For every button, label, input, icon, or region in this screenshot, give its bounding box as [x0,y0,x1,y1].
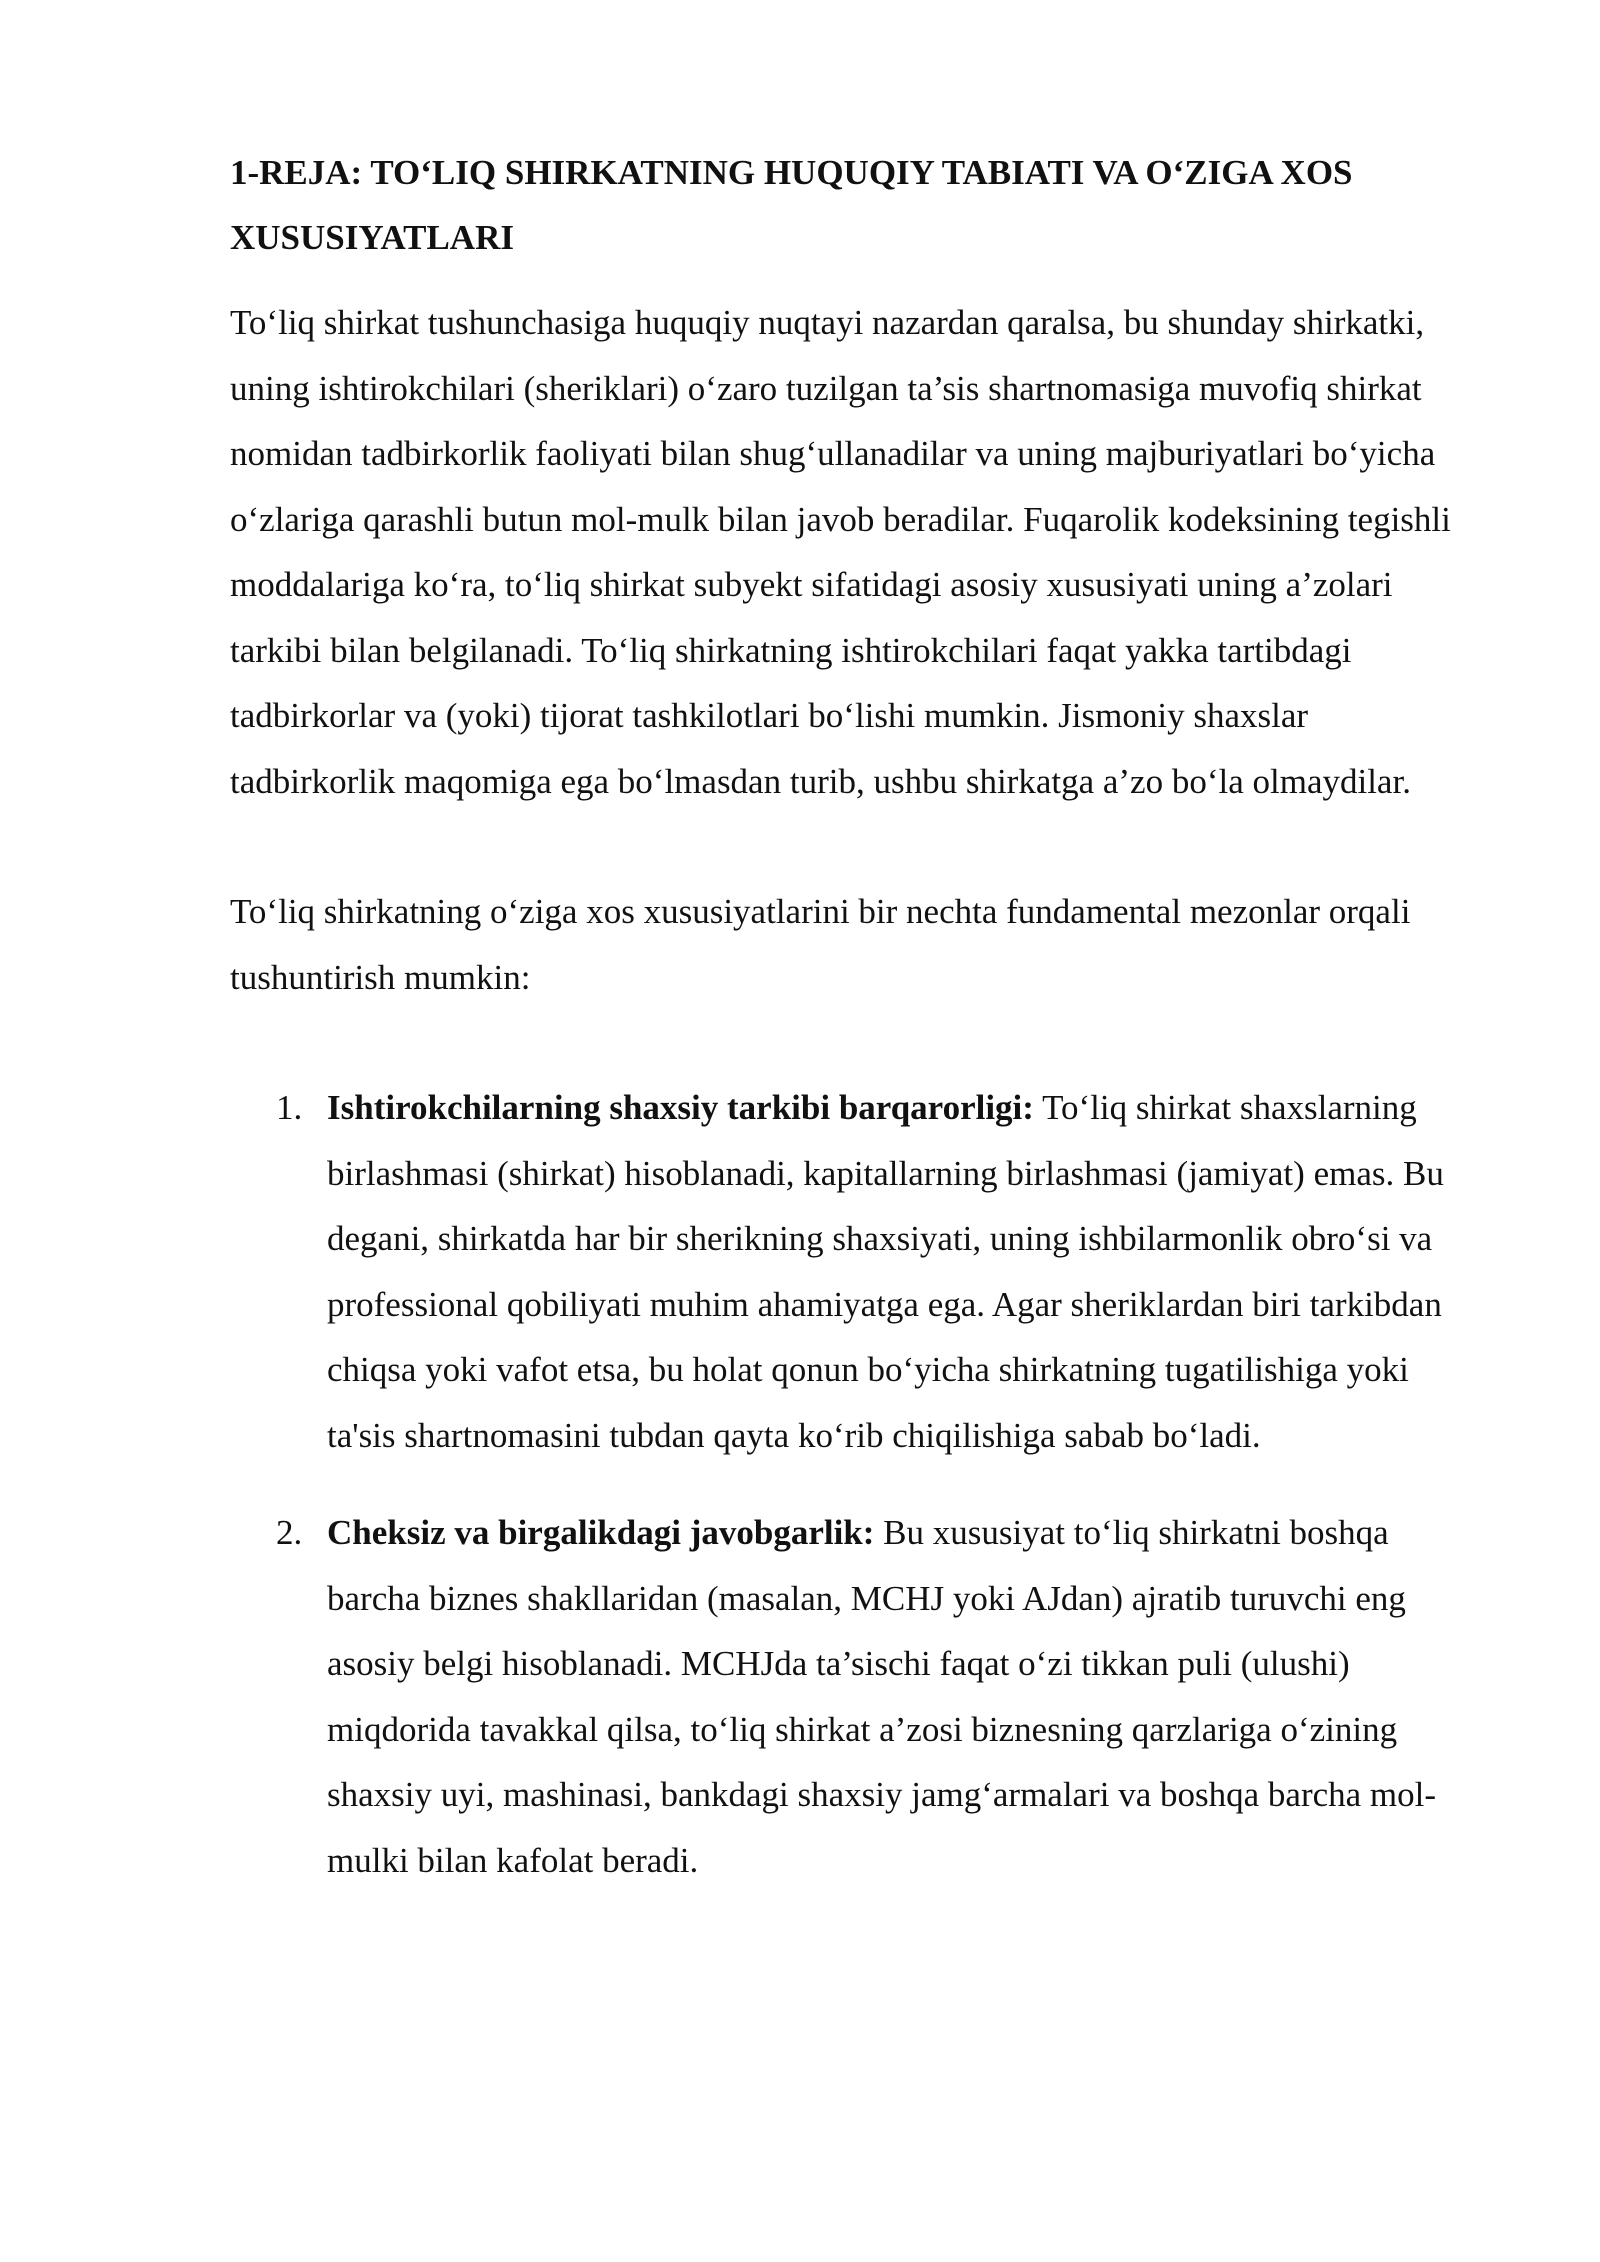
list-item [230,1500,1480,1893]
list-item-number: 2. [276,1513,303,1552]
list-item-lead: Cheksiz va birgalikdagi javobgarlik: [327,1513,875,1552]
list-item-text: To‘liq shirkat shaxslarning birlashmasi (shirkat) hisoblanadi, kapitallarning birlashmasi (jamiyat) emas. Bu degani, shirkatda har bir sherikning shaxsiyati, uning ishbilarmonlik obro‘si va professional qobiliyati muhim ahamiyatga ega. Agar sheriklardan biri tarkibdan chiqsa yoki vafot etsa, bu holat qonun bo‘yicha shirkatning tugatilishiga yoki ta'sis shartnomasini tubdan qayta ko‘rib chiqilishiga sabab bo‘ladi. [327,1088,1444,1455]
list-item [230,1075,1480,1468]
list-item-number: 1. [276,1088,303,1127]
list-intro-paragraph: To‘liq shirkatning o‘ziga xos xususiyatlarini bir nechta fundamental mezonlar orqali tushuntirish mumkin: [230,892,1411,997]
list-item-lead: Ishtirokchilarning shaxsiy tarkibi barqarorligi: [327,1088,1034,1127]
intro-paragraph: To‘liq shirkat tushunchasiga huquqiy nuqtayi nazardan qaralsa, bu shunday shirkatki, uning ishtirokchilari (sheriklari) o‘zaro tuzilgan ta’sis shartnomasiga muvofiq shirkat nomidan tadbirkorlik faoliyati bilan shug‘ullanadilar va uning majburiyatlari bo‘yicha o‘zlariga qarashli butun mol-mulk bilan javob beradilar. Fuqarolik kodeksining tegishli moddalariga ko‘ra, to‘liq shirkat subyekt sifatidagi asosiy xususiyati uning a’zolari tarkibi bilan belgilanadi. To‘liq shirkatning ishtirokchilari faqat yakka tartibdagi tadbirkorlar va (yoki) tijorat tashkilotlari bo‘lishi mumkin. Jismoniy shaxslar tadbirkorlik maqomiga ega bo‘lmasdan turib, ushbu shirkatga a’zo bo‘la olmaydilar. [230,303,1451,801]
section-heading: 1-REJA: TO‘LIQ SHIRKATNING HUQUQIY TABIATI VA O‘ZIGA XOS XUSUSIYATLARI [230,153,1353,257]
list-item-text: Bu xususiyat to‘liq shirkatni boshqa barcha biznes shakllaridan (masalan, MCHJ yoki AJdan) ajratib turuvchi eng asosiy belgi hisoblanadi. MCHJda ta’sischi faqat o‘zi tikkan puli (ulushi) miqdorida tavakkal qilsa, to‘liq shirkat a’zosi biznesning qarzlariga o‘zining shaxsiy uyi, mashinasi, bankdagi shaxsiy jamg‘armalari va boshqa barcha mol-mulki bilan kafolat beradi. [327,1513,1437,1880]
features-list [230,1075,1480,1893]
document-page [230,140,1480,1893]
